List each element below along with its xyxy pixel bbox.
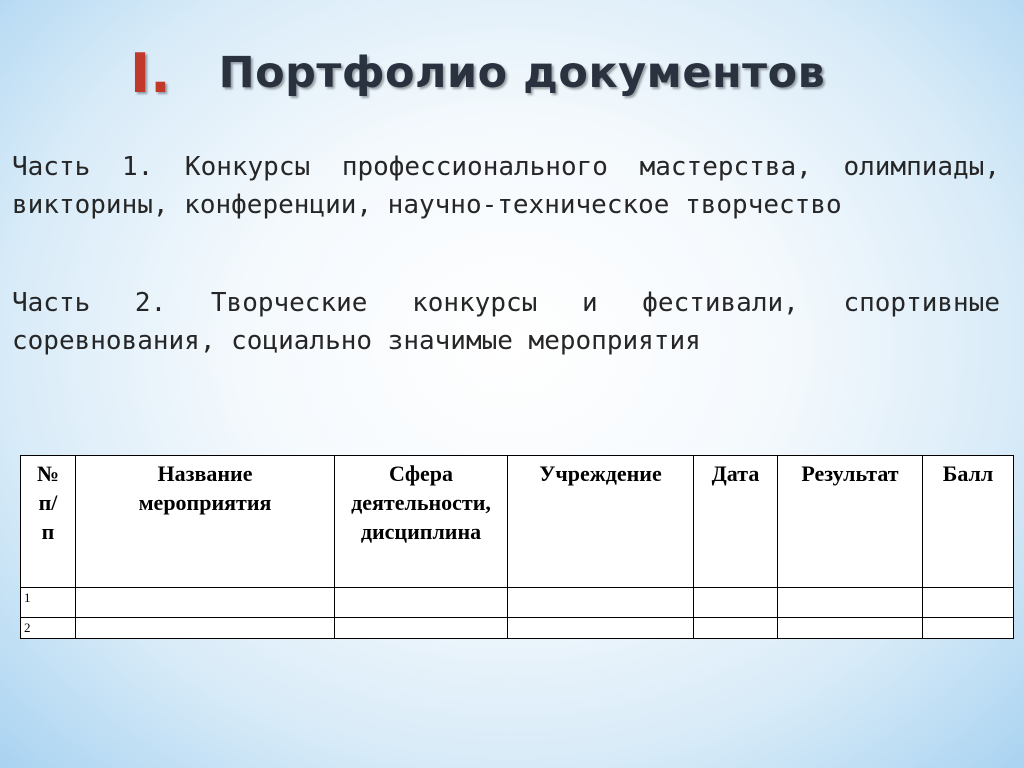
table-cell[interactable] [76, 588, 335, 618]
table-cell[interactable] [778, 588, 923, 618]
section-number: I. [130, 41, 171, 105]
table-cell[interactable]: 2 [21, 618, 76, 639]
table-cell[interactable] [694, 618, 778, 639]
table-row [21, 588, 1014, 618]
header-result: Результат [778, 456, 923, 588]
paragraph-part-2: Часть 2. Творческие конкурсы и фестивали, спортивные соревнования, социально значимые мероприятия [12, 288, 1000, 356]
table-cell[interactable] [508, 588, 694, 618]
header-sphere: Сфера деятельности, дисциплина [335, 456, 508, 588]
page-title: Портфолио документов [218, 48, 826, 98]
portfolio-table-wrapper [20, 455, 1013, 639]
header-event-name: Название мероприятия [76, 456, 335, 588]
table-cell[interactable] [694, 588, 778, 618]
table-cell[interactable] [923, 588, 1014, 618]
header-institution: Учреждение [508, 456, 694, 588]
table-cell[interactable] [508, 618, 694, 639]
table-cell[interactable]: 1 [21, 588, 76, 618]
table-cell[interactable] [76, 618, 335, 639]
table-cell[interactable] [923, 618, 1014, 639]
table-row [21, 618, 1014, 639]
table-header-row [21, 456, 1014, 588]
table-cell[interactable] [335, 618, 508, 639]
paragraph-part-1: Часть 1. Конкурсы профессионального мастерства, олимпиады, викторины, конференции, научно-техническое творчество [12, 152, 1000, 220]
table-cell[interactable] [335, 588, 508, 618]
header-score: Балл [923, 456, 1014, 588]
portfolio-table [20, 455, 1014, 639]
title-row [130, 28, 825, 118]
header-number: № п/ п [21, 456, 76, 588]
table-cell[interactable] [778, 618, 923, 639]
header-date: Дата [694, 456, 778, 588]
